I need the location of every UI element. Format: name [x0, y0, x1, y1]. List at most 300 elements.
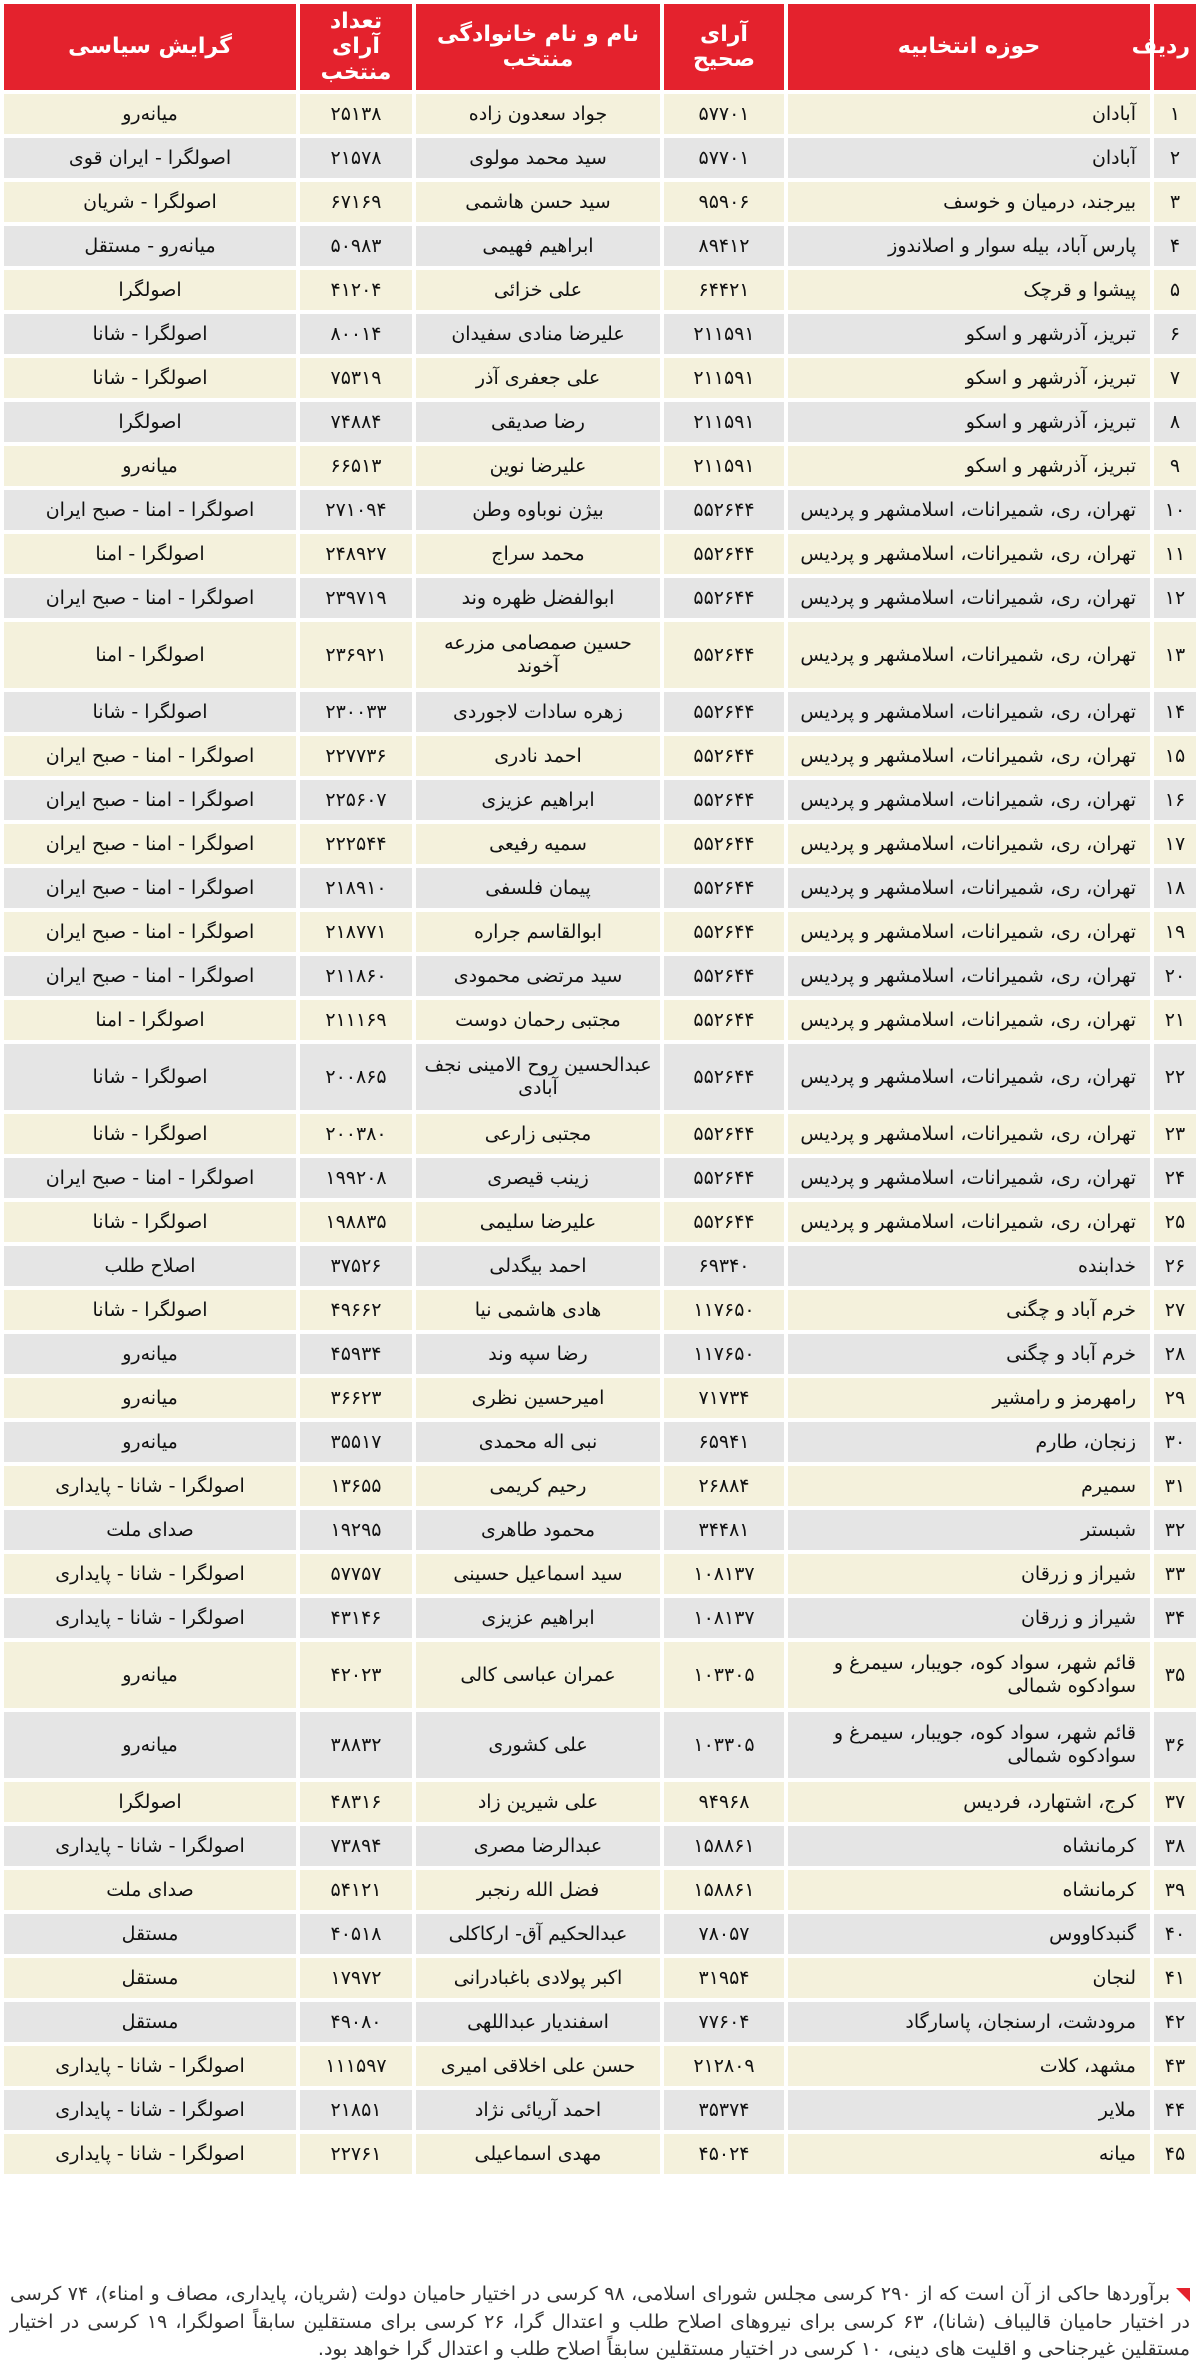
row-number-cell: ۴۲ [1154, 2002, 1196, 2042]
political-leaning-cell: اصولگرا - امنا [4, 1000, 296, 1040]
valid-votes-cell: ۵۵۲۶۴۴ [664, 534, 784, 574]
row-number-cell: ۳۱ [1154, 1466, 1196, 1506]
elected-votes-cell: ۷۴۸۸۴ [300, 402, 412, 442]
table-row [4, 912, 1196, 952]
row-number-cell: ۱۰ [1154, 490, 1196, 530]
row-number-cell: ۱۴ [1154, 692, 1196, 732]
political-leaning-cell: اصولگرا - امنا - صبح ایران [4, 736, 296, 776]
elected-votes-cell: ۲۱۱۸۶۰ [300, 956, 412, 996]
table-row [4, 1914, 1196, 1954]
elected-votes-cell: ۲۱۱۱۶۹ [300, 1000, 412, 1040]
district-cell: شیراز و زرقان [788, 1554, 1150, 1594]
row-number-cell: ۲۲ [1154, 1044, 1196, 1110]
table-row [4, 736, 1196, 776]
row-number-cell: ۳۰ [1154, 1422, 1196, 1462]
elected-name-cell: پیمان فلسفی [416, 868, 660, 908]
district-cell: قائم شهر، سواد کوه، جویبار، سیمرغ و سوادکوه شمالی [788, 1642, 1150, 1708]
valid-votes-cell: ۵۵۲۶۴۴ [664, 824, 784, 864]
district-cell: مشهد، کلات [788, 2046, 1150, 2086]
table-row [4, 578, 1196, 618]
elected-name-cell: علی خزائی [416, 270, 660, 310]
elected-name-cell: عمران عباسی کالی [416, 1642, 660, 1708]
elected-name-cell: عبدالحکیم آق- ارکاکلی [416, 1914, 660, 1954]
elected-name-cell: رضا سپه وند [416, 1334, 660, 1374]
valid-votes-cell: ۲۱۱۵۹۱ [664, 314, 784, 354]
table-row [4, 1044, 1196, 1110]
row-number-cell: ۲۹ [1154, 1378, 1196, 1418]
valid-votes-cell: ۱۵۸۸۶۱ [664, 1826, 784, 1866]
elected-votes-cell: ۴۰۵۱۸ [300, 1914, 412, 1954]
district-cell: تبریز، آذرشهر و اسکو [788, 446, 1150, 486]
table-row [4, 2090, 1196, 2130]
elected-name-cell: نبی اله محمدی [416, 1422, 660, 1462]
district-cell: گنبدکاووس [788, 1914, 1150, 1954]
elected-votes-cell: ۱۹۸۸۳۵ [300, 1202, 412, 1242]
row-number-cell: ۱۵ [1154, 736, 1196, 776]
table-row [4, 2002, 1196, 2042]
elected-votes-cell: ۲۰۰۳۸۰ [300, 1114, 412, 1154]
elected-name-cell: سید محمد مولوی [416, 138, 660, 178]
district-cell: تهران، ری، شمیرانات، اسلامشهر و پردیس [788, 824, 1150, 864]
political-leaning-cell: صدای ملت [4, 1510, 296, 1550]
row-number-cell: ۳۷ [1154, 1782, 1196, 1822]
district-cell: تهران، ری، شمیرانات، اسلامشهر و پردیس [788, 868, 1150, 908]
row-number-cell: ۱۳ [1154, 622, 1196, 688]
valid-votes-cell: ۵۵۲۶۴۴ [664, 956, 784, 996]
elected-name-cell: سید حسن هاشمی [416, 182, 660, 222]
valid-votes-cell: ۱۰۸۱۳۷ [664, 1598, 784, 1638]
district-cell: پیشوا و قرچک [788, 270, 1150, 310]
political-leaning-cell: اصولگرا - شانا - پایداری [4, 1826, 296, 1866]
elected-votes-cell: ۲۷۱۰۹۴ [300, 490, 412, 530]
row-number-cell: ۱۹ [1154, 912, 1196, 952]
elected-name-cell: جواد سعدون زاده [416, 94, 660, 134]
table-row [4, 182, 1196, 222]
district-cell: آبادان [788, 94, 1150, 134]
elected-name-cell: محمد سراج [416, 534, 660, 574]
political-leaning-cell: اصولگرا - امنا - صبح ایران [4, 780, 296, 820]
valid-votes-cell: ۱۰۸۱۳۷ [664, 1554, 784, 1594]
elected-votes-cell: ۴۲۰۲۳ [300, 1642, 412, 1708]
header-elected-votes: تعداد آرای منتخب [300, 4, 412, 90]
political-leaning-cell: اصولگرا - شانا [4, 1202, 296, 1242]
row-number-cell: ۲۱ [1154, 1000, 1196, 1040]
row-number-cell: ۲۵ [1154, 1202, 1196, 1242]
row-number-cell: ۵ [1154, 270, 1196, 310]
elected-votes-cell: ۲۴۸۹۲۷ [300, 534, 412, 574]
valid-votes-cell: ۵۷۷۰۱ [664, 94, 784, 134]
elected-name-cell: احمد آریائی نژاد [416, 2090, 660, 2130]
elected-votes-cell: ۲۲۵۶۰۷ [300, 780, 412, 820]
political-leaning-cell: اصولگرا - شانا - پایداری [4, 1466, 296, 1506]
row-number-cell: ۴۱ [1154, 1958, 1196, 1998]
political-leaning-cell: اصلاح طلب [4, 1246, 296, 1286]
political-leaning-cell: میانه‌رو [4, 446, 296, 486]
table-row [4, 402, 1196, 442]
row-number-cell: ۳۶ [1154, 1712, 1196, 1778]
political-leaning-cell: مستقل [4, 1914, 296, 1954]
row-number-cell: ۳۹ [1154, 1870, 1196, 1910]
row-number-cell: ۲۸ [1154, 1334, 1196, 1374]
political-leaning-cell: اصولگرا - شانا [4, 358, 296, 398]
valid-votes-cell: ۵۵۲۶۴۴ [664, 1044, 784, 1110]
row-number-cell: ۲۷ [1154, 1290, 1196, 1330]
valid-votes-cell: ۵۵۲۶۴۴ [664, 490, 784, 530]
elected-name-cell: رضا صدیقی [416, 402, 660, 442]
elected-votes-cell: ۴۹۶۶۲ [300, 1290, 412, 1330]
table-row [4, 824, 1196, 864]
table-row [4, 446, 1196, 486]
elected-name-cell: اسفندیار عبداللهی [416, 2002, 660, 2042]
political-leaning-cell: اصولگرا - امنا - صبح ایران [4, 912, 296, 952]
elected-name-cell: ابراهیم فهیمی [416, 226, 660, 266]
valid-votes-cell: ۷۸۰۵۷ [664, 1914, 784, 1954]
elected-votes-cell: ۳۸۸۳۲ [300, 1712, 412, 1778]
political-leaning-cell: میانه‌رو [4, 1642, 296, 1708]
row-number-cell: ۷ [1154, 358, 1196, 398]
elected-votes-cell: ۲۳۰۰۳۳ [300, 692, 412, 732]
elected-name-cell: هادی هاشمی نیا [416, 1290, 660, 1330]
political-leaning-cell: اصولگرا - شانا [4, 314, 296, 354]
district-cell: تهران، ری، شمیرانات، اسلامشهر و پردیس [788, 736, 1150, 776]
row-number-cell: ۴ [1154, 226, 1196, 266]
elected-votes-cell: ۲۲۲۵۴۴ [300, 824, 412, 864]
political-leaning-cell: اصولگرا - امنا - صبح ایران [4, 490, 296, 530]
elected-name-cell: احمد نادری [416, 736, 660, 776]
table-row [4, 2134, 1196, 2174]
row-number-cell: ۴۴ [1154, 2090, 1196, 2130]
table-row [4, 1422, 1196, 1462]
valid-votes-cell: ۴۵۰۲۴ [664, 2134, 784, 2174]
table-row [4, 1826, 1196, 1866]
elected-votes-cell: ۱۹۲۹۵ [300, 1510, 412, 1550]
row-number-cell: ۳۸ [1154, 1826, 1196, 1866]
header-political-leaning: گرایش سیاسی [4, 4, 296, 90]
valid-votes-cell: ۵۵۲۶۴۴ [664, 1000, 784, 1040]
elected-name-cell: ابوالفضل ظهره وند [416, 578, 660, 618]
elected-name-cell: مهدی اسماعیلی [416, 2134, 660, 2174]
district-cell: پارس آباد، بیله سوار و اصلاندوز [788, 226, 1150, 266]
row-number-cell: ۲۳ [1154, 1114, 1196, 1154]
political-leaning-cell: میانه‌رو [4, 1422, 296, 1462]
political-leaning-cell: اصولگرا - شریان [4, 182, 296, 222]
table-row [4, 692, 1196, 732]
table-row [4, 622, 1196, 688]
elected-name-cell: عبدالحسین روح الامینی نجف آبادی [416, 1044, 660, 1110]
district-cell: لنجان [788, 1958, 1150, 1998]
valid-votes-cell: ۱۰۳۳۰۵ [664, 1642, 784, 1708]
table-row [4, 1554, 1196, 1594]
political-leaning-cell: اصولگرا [4, 402, 296, 442]
table-row [4, 314, 1196, 354]
political-leaning-cell: اصولگرا - شانا [4, 692, 296, 732]
elected-name-cell: زهره سادات لاجوردی [416, 692, 660, 732]
elected-name-cell: بیژن نوباوه وطن [416, 490, 660, 530]
district-cell: شبستر [788, 1510, 1150, 1550]
table-row [4, 1290, 1196, 1330]
elected-votes-cell: ۷۳۸۹۴ [300, 1826, 412, 1866]
row-number-cell: ۴۳ [1154, 2046, 1196, 2086]
table-row [4, 1246, 1196, 1286]
elected-votes-cell: ۵۴۱۲۱ [300, 1870, 412, 1910]
row-number-cell: ۲۰ [1154, 956, 1196, 996]
district-cell: آبادان [788, 138, 1150, 178]
valid-votes-cell: ۷۷۶۰۴ [664, 2002, 784, 2042]
district-cell: تهران، ری، شمیرانات، اسلامشهر و پردیس [788, 490, 1150, 530]
valid-votes-cell: ۱۰۳۳۰۵ [664, 1712, 784, 1778]
valid-votes-cell: ۲۶۸۸۴ [664, 1466, 784, 1506]
table-row [4, 490, 1196, 530]
footnote [10, 2281, 1190, 2364]
header-district: حوزه انتخابیه [788, 4, 1150, 90]
valid-votes-cell: ۹۴۹۶۸ [664, 1782, 784, 1822]
district-cell: خرم آباد و چگنی [788, 1334, 1150, 1374]
table-row [4, 138, 1196, 178]
elected-name-cell: علیرضا سلیمی [416, 1202, 660, 1242]
political-leaning-cell: میانه‌رو [4, 1712, 296, 1778]
district-cell: تهران، ری، شمیرانات، اسلامشهر و پردیس [788, 692, 1150, 732]
row-number-cell: ۴۰ [1154, 1914, 1196, 1954]
political-leaning-cell: اصولگرا - امنا [4, 622, 296, 688]
political-leaning-cell: اصولگرا - شانا - پایداری [4, 1598, 296, 1638]
row-number-cell: ۳۳ [1154, 1554, 1196, 1594]
elected-name-cell: سید اسماعیل حسینی [416, 1554, 660, 1594]
political-leaning-cell: اصولگرا - امنا - صبح ایران [4, 578, 296, 618]
district-cell: تبریز، آذرشهر و اسکو [788, 358, 1150, 398]
valid-votes-cell: ۹۵۹۰۶ [664, 182, 784, 222]
row-number-cell: ۳۴ [1154, 1598, 1196, 1638]
political-leaning-cell: صدای ملت [4, 1870, 296, 1910]
elected-name-cell: علیرضا نوین [416, 446, 660, 486]
elected-name-cell: امیرحسین نظری [416, 1378, 660, 1418]
table-row [4, 534, 1196, 574]
elected-name-cell: مجتبی رحمان دوست [416, 1000, 660, 1040]
political-leaning-cell: میانه‌رو - مستقل [4, 226, 296, 266]
valid-votes-cell: ۵۵۲۶۴۴ [664, 1158, 784, 1198]
valid-votes-cell: ۷۱۷۳۴ [664, 1378, 784, 1418]
district-cell: تبریز، آذرشهر و اسکو [788, 402, 1150, 442]
valid-votes-cell: ۸۹۴۱۲ [664, 226, 784, 266]
district-cell: کرمانشاه [788, 1826, 1150, 1866]
political-leaning-cell: میانه‌رو [4, 94, 296, 134]
footnote-text: برآوردها حاکی از آن است که از ۲۹۰ کرسی مجلس شورای اسلامی، ۹۸ کرسی در اختیار حامیان دولت (شریان، پایداری، مصاف و امناء)، ۷۴ کرسی در اختیار حامیان قالیباف (شانا)، ۶۳ کرسی برای نیروهای اصلاح طلب و اعتدال گرا، ۲۶ کرسی برای مستقلین سابقاً اصولگرا، ۱۹ کرسی در اختیار مستقلین غیرجناحی و اقلیت های دینی، ۱۰ کرسی در اختیار مستقلین سابقاً اصلاح طلب و اعتدال گرا خواهد بود. [10, 2283, 1190, 2361]
elected-name-cell: عبدالرضا مصری [416, 1826, 660, 1866]
elected-name-cell: سید مرتضی محمودی [416, 956, 660, 996]
valid-votes-cell: ۵۷۷۰۱ [664, 138, 784, 178]
district-cell: کرمانشاه [788, 1870, 1150, 1910]
district-cell: مرودشت، ارسنجان، پاسارگاد [788, 2002, 1150, 2042]
elected-name-cell: ابراهیم عزیزی [416, 780, 660, 820]
row-number-cell: ۹ [1154, 446, 1196, 486]
row-number-cell: ۱۶ [1154, 780, 1196, 820]
district-cell: کرج، اشتهارد، فردیس [788, 1782, 1150, 1822]
elected-name-cell: حسین صمصامی مزرعه آخوند [416, 622, 660, 688]
political-leaning-cell: اصولگرا - شانا - پایداری [4, 1554, 296, 1594]
row-number-cell: ۱ [1154, 94, 1196, 134]
elected-name-cell: سمیه رفیعی [416, 824, 660, 864]
valid-votes-cell: ۱۵۸۸۶۱ [664, 1870, 784, 1910]
elected-votes-cell: ۳۵۵۱۷ [300, 1422, 412, 1462]
elected-votes-cell: ۲۱۸۷۷۱ [300, 912, 412, 952]
valid-votes-cell: ۳۱۹۵۴ [664, 1958, 784, 1998]
district-cell: تهران، ری، شمیرانات، اسلامشهر و پردیس [788, 956, 1150, 996]
elected-name-cell: حسن علی اخلاقی امیری [416, 2046, 660, 2086]
valid-votes-cell: ۶۵۹۴۱ [664, 1422, 784, 1462]
elected-votes-cell: ۱۱۱۵۹۷ [300, 2046, 412, 2086]
row-number-cell: ۲ [1154, 138, 1196, 178]
valid-votes-cell: ۲۱۱۵۹۱ [664, 358, 784, 398]
elected-name-cell: زینب قیصری [416, 1158, 660, 1198]
table-row [4, 226, 1196, 266]
valid-votes-cell: ۵۵۲۶۴۴ [664, 1114, 784, 1154]
table-row [4, 1870, 1196, 1910]
table-row [4, 1158, 1196, 1198]
row-number-cell: ۱۱ [1154, 534, 1196, 574]
table-row [4, 1000, 1196, 1040]
row-number-cell: ۶ [1154, 314, 1196, 354]
valid-votes-cell: ۵۵۲۶۴۴ [664, 1202, 784, 1242]
header-valid-votes: آرای صحیح [664, 4, 784, 90]
district-cell: رامهرمز و رامشیر [788, 1378, 1150, 1418]
table-row [4, 1202, 1196, 1242]
elected-votes-cell: ۳۶۶۲۳ [300, 1378, 412, 1418]
district-cell: تهران، ری، شمیرانات، اسلامشهر و پردیس [788, 1000, 1150, 1040]
political-leaning-cell: اصولگرا - امنا - صبح ایران [4, 824, 296, 864]
district-cell: تهران، ری، شمیرانات، اسلامشهر و پردیس [788, 1158, 1150, 1198]
table-row [4, 2046, 1196, 2086]
elected-name-cell: علی جعفری آذر [416, 358, 660, 398]
table-row [4, 1958, 1196, 1998]
valid-votes-cell: ۵۵۲۶۴۴ [664, 578, 784, 618]
elected-votes-cell: ۲۵۱۳۸ [300, 94, 412, 134]
elected-votes-cell: ۲۳۹۷۱۹ [300, 578, 412, 618]
row-number-cell: ۳ [1154, 182, 1196, 222]
table-row [4, 1466, 1196, 1506]
district-cell: تهران، ری، شمیرانات، اسلامشهر و پردیس [788, 534, 1150, 574]
elected-name-cell: فضل الله رنجبر [416, 1870, 660, 1910]
elected-name-cell: احمد بیگدلی [416, 1246, 660, 1286]
valid-votes-cell: ۵۵۲۶۴۴ [664, 912, 784, 952]
elected-name-cell: علی کشوری [416, 1712, 660, 1778]
table-body [4, 94, 1196, 2174]
political-leaning-cell: مستقل [4, 1958, 296, 1998]
table-row [4, 94, 1196, 134]
district-cell: تهران، ری، شمیرانات، اسلامشهر و پردیس [788, 912, 1150, 952]
political-leaning-cell: میانه‌رو [4, 1334, 296, 1374]
district-cell: تهران، ری، شمیرانات، اسلامشهر و پردیس [788, 1202, 1150, 1242]
elected-votes-cell: ۸۰۰۱۴ [300, 314, 412, 354]
elected-name-cell: اکبر پولادی باغبادرانی [416, 1958, 660, 1998]
elected-votes-cell: ۴۸۳۱۶ [300, 1782, 412, 1822]
political-leaning-cell: اصولگرا - امنا - صبح ایران [4, 868, 296, 908]
valid-votes-cell: ۲۱۱۵۹۱ [664, 402, 784, 442]
political-leaning-cell: اصولگرا - شانا [4, 1044, 296, 1110]
district-cell: زنجان، طارم [788, 1422, 1150, 1462]
row-number-cell: ۳۲ [1154, 1510, 1196, 1550]
elected-name-cell: محمود طاهری [416, 1510, 660, 1550]
district-cell: شیراز و زرقان [788, 1598, 1150, 1638]
district-cell: تهران، ری، شمیرانات، اسلامشهر و پردیس [788, 1114, 1150, 1154]
table-row [4, 1712, 1196, 1778]
elected-votes-cell: ۲۱۸۵۱ [300, 2090, 412, 2130]
political-leaning-cell: میانه‌رو [4, 1378, 296, 1418]
table-row [4, 270, 1196, 310]
row-number-cell: ۱۸ [1154, 868, 1196, 908]
district-cell: خدابنده [788, 1246, 1150, 1286]
political-leaning-cell: مستقل [4, 2002, 296, 2042]
valid-votes-cell: ۲۱۱۵۹۱ [664, 446, 784, 486]
table-row [4, 1334, 1196, 1374]
elected-votes-cell: ۶۷۱۶۹ [300, 182, 412, 222]
valid-votes-cell: ۱۱۷۶۵۰ [664, 1334, 784, 1374]
row-number-cell: ۱۲ [1154, 578, 1196, 618]
valid-votes-cell: ۵۵۲۶۴۴ [664, 780, 784, 820]
elected-votes-cell: ۳۷۵۲۶ [300, 1246, 412, 1286]
elected-votes-cell: ۴۹۰۸۰ [300, 2002, 412, 2042]
political-leaning-cell: اصولگرا - شانا [4, 1290, 296, 1330]
elected-votes-cell: ۴۳۱۴۶ [300, 1598, 412, 1638]
district-cell: تهران، ری، شمیرانات، اسلامشهر و پردیس [788, 578, 1150, 618]
valid-votes-cell: ۵۵۲۶۴۴ [664, 622, 784, 688]
district-cell: خرم آباد و چگنی [788, 1290, 1150, 1330]
elected-votes-cell: ۱۹۹۲۰۸ [300, 1158, 412, 1198]
table-row [4, 1378, 1196, 1418]
table-row [4, 1510, 1196, 1550]
district-cell: ملایر [788, 2090, 1150, 2130]
header-row [4, 4, 1196, 90]
row-number-cell: ۲۶ [1154, 1246, 1196, 1286]
elected-votes-cell: ۴۱۲۰۴ [300, 270, 412, 310]
elected-votes-cell: ۲۲۷۷۳۶ [300, 736, 412, 776]
elected-votes-cell: ۵۰۹۸۳ [300, 226, 412, 266]
elected-name-cell: ابراهیم عزیزی [416, 1598, 660, 1638]
elected-votes-cell: ۲۲۷۶۱ [300, 2134, 412, 2174]
valid-votes-cell: ۲۱۲۸۰۹ [664, 2046, 784, 2086]
district-cell: تهران، ری، شمیرانات، اسلامشهر و پردیس [788, 780, 1150, 820]
row-number-cell: ۱۷ [1154, 824, 1196, 864]
valid-votes-cell: ۱۱۷۶۵۰ [664, 1290, 784, 1330]
district-cell: میانه [788, 2134, 1150, 2174]
elected-votes-cell: ۱۳۶۵۵ [300, 1466, 412, 1506]
political-leaning-cell: اصولگرا - امنا - صبح ایران [4, 1158, 296, 1198]
district-cell: سمیرم [788, 1466, 1150, 1506]
district-cell: تهران، ری، شمیرانات، اسلامشهر و پردیس [788, 622, 1150, 688]
political-leaning-cell: اصولگرا - شانا - پایداری [4, 2134, 296, 2174]
elected-votes-cell: ۷۵۳۱۹ [300, 358, 412, 398]
row-number-cell: ۴۵ [1154, 2134, 1196, 2174]
footnote-marker-icon [1176, 2288, 1190, 2302]
valid-votes-cell: ۶۴۴۲۱ [664, 270, 784, 310]
table-row [4, 1598, 1196, 1638]
header-row-number: ردیف [1154, 4, 1196, 90]
elected-name-cell: رحیم کریمی [416, 1466, 660, 1506]
valid-votes-cell: ۳۴۴۸۱ [664, 1510, 784, 1550]
elected-name-cell: علیرضا منادی سفیدان [416, 314, 660, 354]
elected-name-cell: مجتبی زارعی [416, 1114, 660, 1154]
elected-votes-cell: ۲۱۵۷۸ [300, 138, 412, 178]
political-leaning-cell: اصولگرا [4, 1782, 296, 1822]
elected-votes-cell: ۱۷۹۷۲ [300, 1958, 412, 1998]
political-leaning-cell: اصولگرا - شانا - پایداری [4, 2090, 296, 2130]
row-number-cell: ۲۴ [1154, 1158, 1196, 1198]
district-cell: تهران، ری، شمیرانات، اسلامشهر و پردیس [788, 1044, 1150, 1110]
valid-votes-cell: ۵۵۲۶۴۴ [664, 692, 784, 732]
political-leaning-cell: اصولگرا - شانا - پایداری [4, 2046, 296, 2086]
district-cell: تبریز، آذرشهر و اسکو [788, 314, 1150, 354]
elected-votes-cell: ۲۱۸۹۱۰ [300, 868, 412, 908]
table-row [4, 358, 1196, 398]
elected-votes-cell: ۵۷۷۵۷ [300, 1554, 412, 1594]
